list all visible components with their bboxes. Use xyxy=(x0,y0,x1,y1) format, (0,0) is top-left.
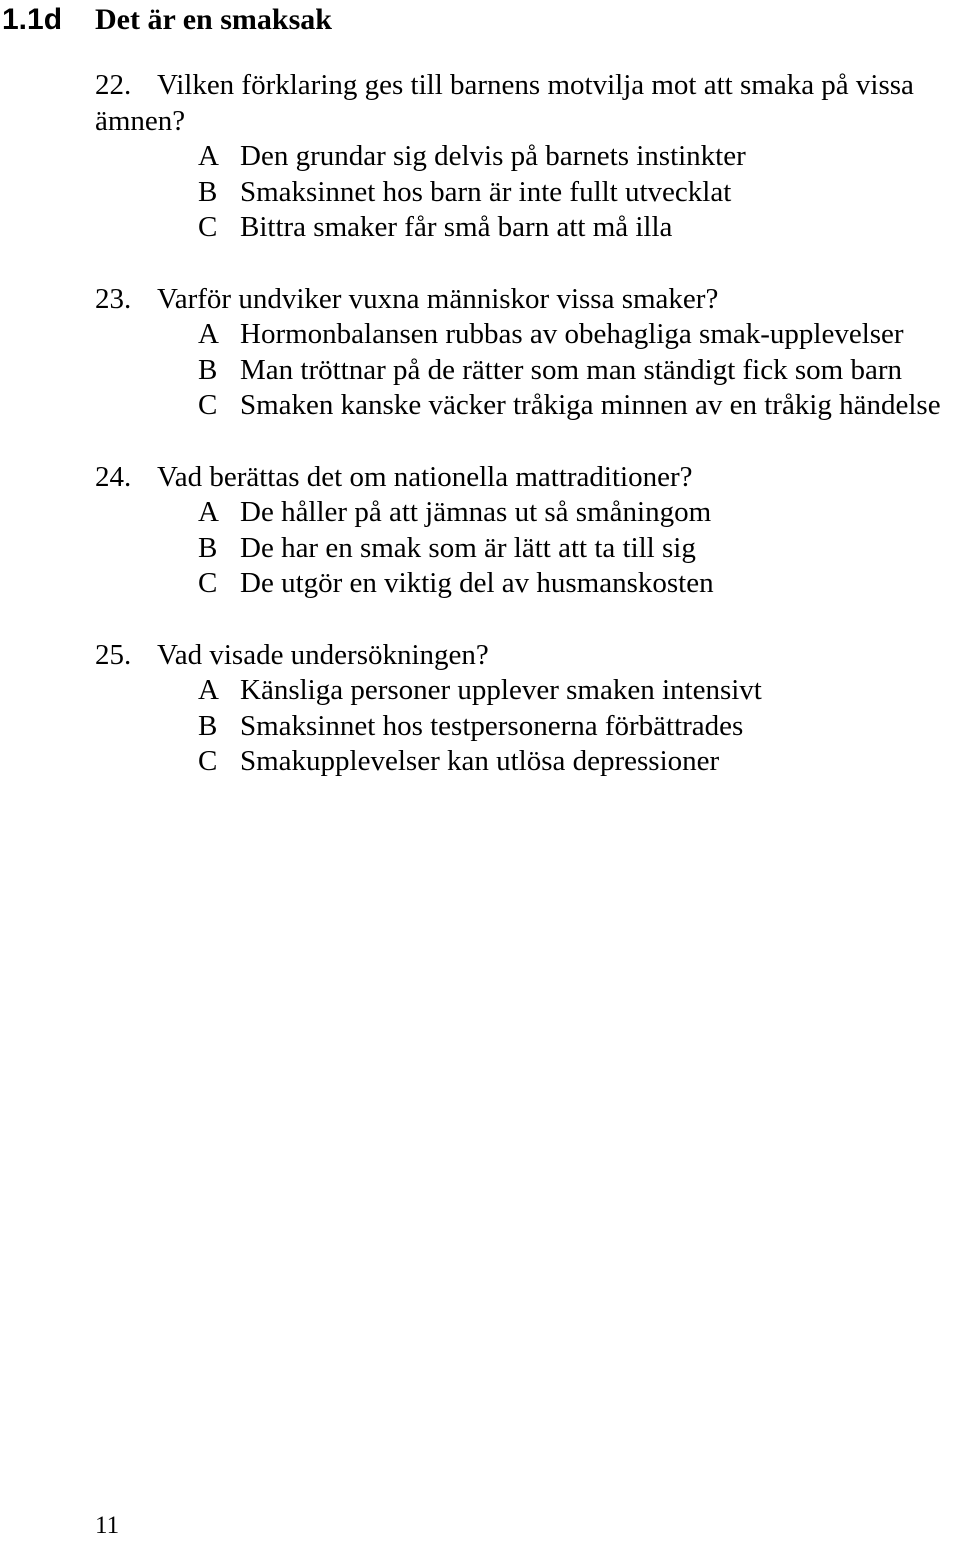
question-list xyxy=(0,68,960,816)
question-text: Vad berättas det om nationella mattraditioner? xyxy=(157,460,693,493)
option-c xyxy=(0,566,960,602)
question-text: Vilken förklaring ges till barnens motvilja mot att smaka på vissa ämnen? xyxy=(95,69,914,137)
section-header xyxy=(0,0,960,40)
option-letter: B xyxy=(198,709,218,742)
question-23 xyxy=(0,282,960,424)
question-25 xyxy=(0,638,960,780)
option-text: Man tröttnar på de rätter som man ständigt fick som barn xyxy=(240,353,902,386)
option-letter: B xyxy=(198,353,218,386)
option-letter: C xyxy=(198,211,218,243)
option-letter: A xyxy=(198,674,219,706)
option-letter: B xyxy=(198,531,218,564)
option-letter: A xyxy=(198,318,219,350)
option-letter: C xyxy=(198,389,218,421)
option-b xyxy=(0,709,960,745)
option-text: Hormonbalansen rubbas av obehagliga smak-upplevelser xyxy=(240,318,904,350)
option-a xyxy=(0,673,960,709)
question-stem xyxy=(0,460,960,496)
question-number: 25. xyxy=(95,638,132,671)
option-text: De utgör en viktig del av husmanskosten xyxy=(240,567,714,599)
option-letter: C xyxy=(198,745,218,777)
option-c xyxy=(0,210,960,246)
option-c xyxy=(0,744,960,780)
question-number: 22. xyxy=(95,69,132,101)
question-number: 23. xyxy=(95,282,132,315)
option-text: De håller på att jämnas ut så småningom xyxy=(240,496,712,528)
option-text: Smaksinnet hos barn är inte fullt utvecklat xyxy=(240,175,732,208)
option-letter: C xyxy=(198,567,218,599)
option-letter: A xyxy=(198,496,219,528)
option-a xyxy=(0,317,960,353)
option-text: Den grundar sig delvis på barnets instinkter xyxy=(240,140,746,172)
option-b xyxy=(0,531,960,567)
option-text: De har en smak som är lätt att ta till sig xyxy=(240,531,696,564)
option-text: Smaksinnet hos testpersonerna förbättrades xyxy=(240,709,744,742)
question-stem xyxy=(0,282,960,318)
option-text: Bittra smaker får små barn att må illa xyxy=(240,211,673,243)
option-text: Smakupplevelser kan utlösa depressioner xyxy=(240,745,720,777)
question-22 xyxy=(0,68,960,246)
section-number: 1.1d xyxy=(2,3,63,36)
option-text: Smaken kanske väcker tråkiga minnen av en tråkig händelse xyxy=(240,389,941,421)
option-a xyxy=(0,495,960,531)
question-number: 24. xyxy=(95,460,132,493)
question-24 xyxy=(0,460,960,602)
page-number: 11 xyxy=(95,1512,120,1539)
section-title: Det är en smaksak xyxy=(95,3,332,36)
option-letter: A xyxy=(198,140,219,172)
option-text: Känsliga personer upplever smaken intensivt xyxy=(240,674,762,706)
question-text: Varför undviker vuxna människor vissa smaker? xyxy=(157,282,719,315)
option-letter: B xyxy=(198,175,218,208)
option-b xyxy=(0,175,960,211)
question-stem xyxy=(0,638,960,674)
question-text: Vad visade undersökningen? xyxy=(157,638,489,671)
option-a xyxy=(0,139,960,175)
option-c xyxy=(0,388,960,424)
question-stem xyxy=(0,68,960,139)
option-b xyxy=(0,353,960,389)
